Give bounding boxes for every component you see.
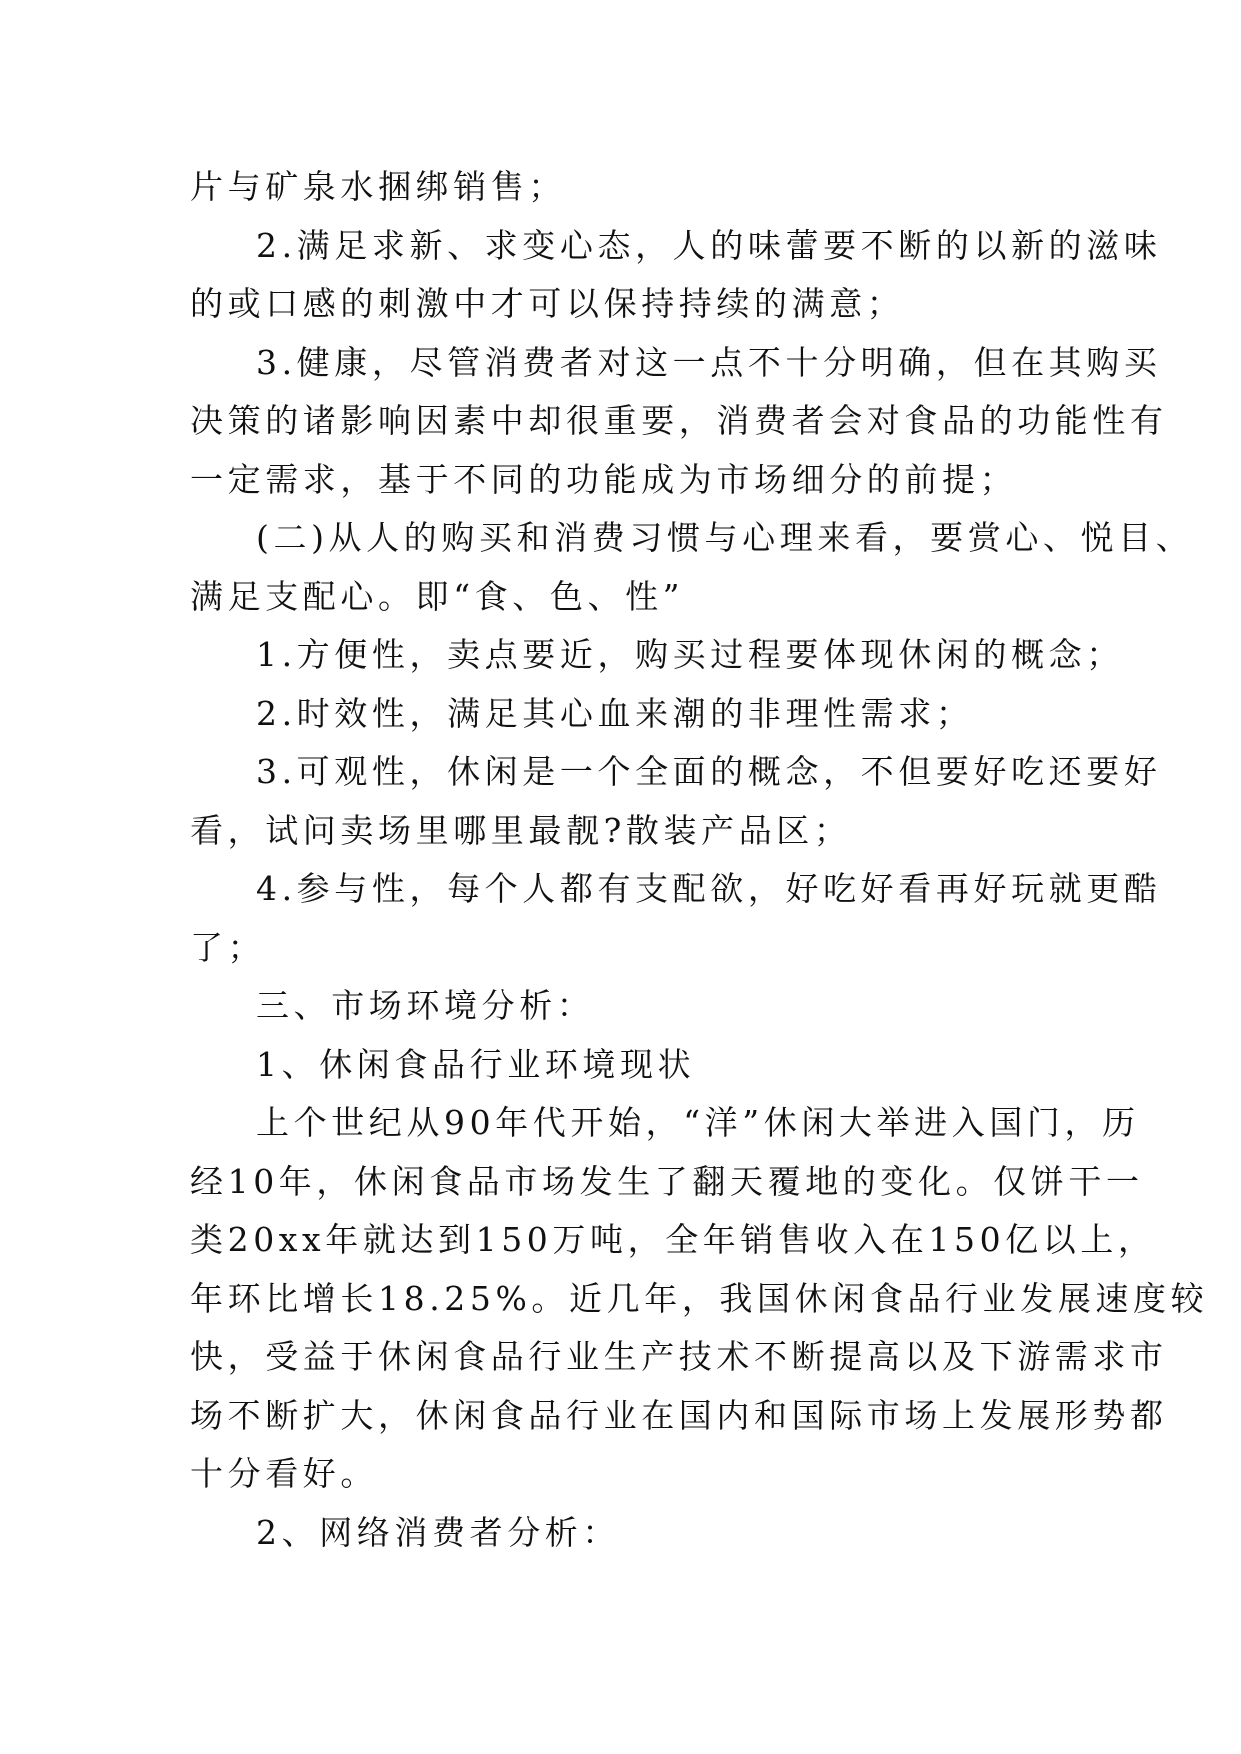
text-line: 经10年，休闲食品市场发生了翻天覆地的变化。仅饼干一 — [190, 1161, 1144, 1201]
text-line: 4.参与性，每个人都有支配欲，好吃好看再好玩就更酷 — [256, 869, 1162, 908]
text-line: 3.可观性，休闲是一个全面的概念，不但要好吃还要好 — [256, 752, 1162, 791]
text-line: 年环比增长18.25%。近几年，我国休闲食品行业发展速度较 — [190, 1278, 1209, 1318]
text-line: 类20xx年就达到150万吨，全年销售收入在150亿以上， — [190, 1220, 1156, 1259]
text-line: 场不断扩大，休闲食品行业在国内和国际市场上发展形势都 — [190, 1395, 1168, 1435]
text-line: 1.方便性，卖点要近，购买过程要体现休闲的概念； — [256, 635, 1124, 674]
text-line: 2.时效性，满足其心血来潮的非理性需求； — [256, 693, 974, 733]
text-line: 一定需求，基于不同的功能成为市场细分的前提； — [190, 459, 1018, 499]
document-body — [190, 158, 1209, 1562]
text-line: 的或口感的刺激中才可以保持持续的满意； — [190, 284, 905, 323]
text-line: (二)从人的购买和消费习惯与心理来看，要赏心、悦目、 — [256, 518, 1194, 557]
text-line: 3.健康，尽管消费者对这一点不十分明确，但在其购买 — [256, 342, 1162, 382]
text-line: 满足支配心。即“食、色、性” — [190, 576, 685, 616]
subsection-heading: 2、网络消费者分析： — [256, 1512, 620, 1552]
text-line: 上个世纪从90年代开始，“洋”休闲大举进入国门，历 — [256, 1103, 1140, 1142]
text-line: 片与矿泉水捆绑销售； — [190, 167, 566, 206]
text-line: 快，受益于休闲食品行业生产技术不断提高以及下游需求市 — [190, 1337, 1168, 1376]
section-heading: 三、市场环境分析： — [256, 986, 595, 1025]
subsection-heading: 1、休闲食品行业环境现状 — [256, 1044, 696, 1084]
text-line: 决策的诸影响因素中却很重要，消费者会对食品的功能性有 — [190, 401, 1168, 440]
text-line: 十分看好。 — [190, 1454, 378, 1493]
text-line: 了； — [190, 927, 266, 967]
text-line: 看，试问卖场里哪里最靓?散装产品区； — [190, 810, 852, 850]
text-line: 2.满足求新、求变心态，人的味蕾要不断的以新的滋味 — [256, 225, 1162, 265]
